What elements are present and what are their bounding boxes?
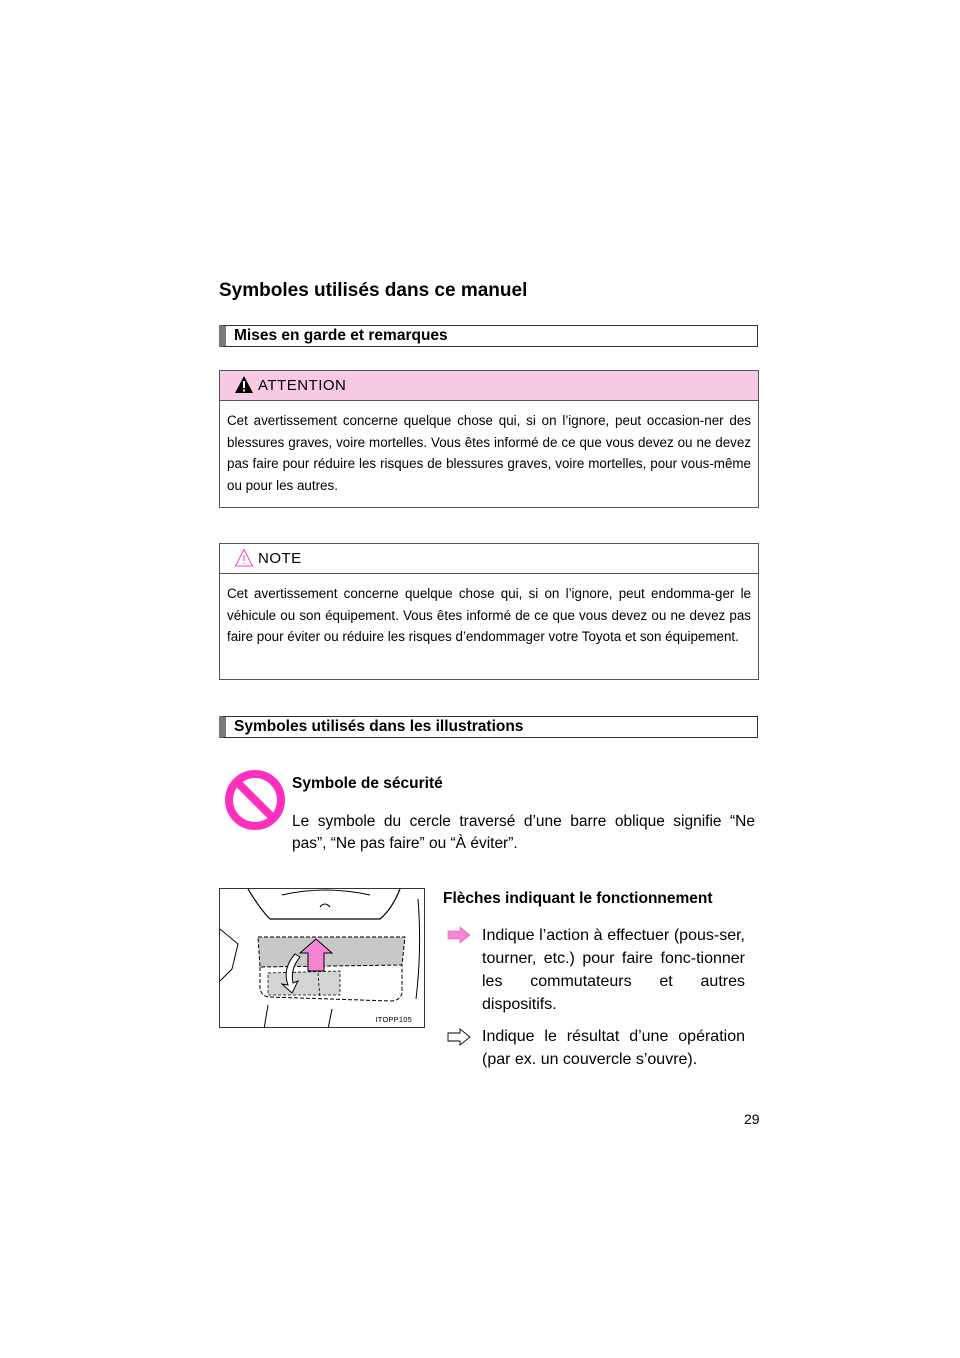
safety-symbol-description: Le symbole du cercle traversé d’une barre oblique signifie “Ne pas”, “Ne pas faire” ou “À éviter”.	[292, 813, 755, 852]
prohibition-icon	[224, 769, 286, 831]
page-number: 29	[744, 1111, 760, 1127]
attention-header	[220, 371, 758, 401]
illustration-figure	[219, 888, 425, 1028]
safety-symbol-title: Symbole de sécurité	[292, 775, 443, 792]
result-arrow-icon	[447, 1028, 471, 1046]
action-arrow-icon	[447, 926, 471, 944]
arrows-title: Flèches indiquant le fonctionnement	[443, 890, 713, 907]
caution-triangle-outline-icon	[234, 548, 254, 568]
note-header	[220, 544, 758, 574]
note-text: Cet avertissement concerne quelque chose qui, si on l’ignore, peut endomma-ger le véhicule ou son équipement. Vous êtes informé de ce que vous devez ou ne devez pas faire pour éviter ou réduire les risques d’endommager votre Toyota et son équipement.	[227, 586, 751, 644]
attention-heading: ATTENTION	[258, 377, 347, 394]
attention-text: Cet avertissement concerne quelque chose qui, si on l’ignore, peut occasion-ner des blessures graves, voire mortelles. Vous êtes informé de ce que vous devez ou ne devez pas faire pour réduire les risques de blessures graves, voire mortelles, pour vous-même ou pour les autres.	[227, 413, 751, 493]
note-box	[219, 543, 759, 680]
section-header-illustrations: Symboles utilisés dans les illustrations	[219, 716, 758, 738]
result-arrow-description: Indique le résultat d’une opération (par ex. un couvercle s’ouvre).	[482, 1028, 745, 1068]
sunvisor-illustration-icon	[220, 889, 425, 1028]
attention-box	[219, 370, 759, 508]
page-title: Symboles utilisés dans ce manuel	[219, 280, 528, 301]
note-heading: NOTE	[258, 550, 302, 567]
section-header-warnings: Mises en garde et remarques	[219, 325, 758, 347]
action-arrow-description: Indique l’action à effectuer (pous-ser, tourner, etc.) pour faire fonc-tionner les commutateurs et autres dispositifs.	[482, 927, 745, 1013]
figure-code: ITOPP105	[375, 1015, 412, 1024]
warning-triangle-icon	[234, 375, 254, 395]
